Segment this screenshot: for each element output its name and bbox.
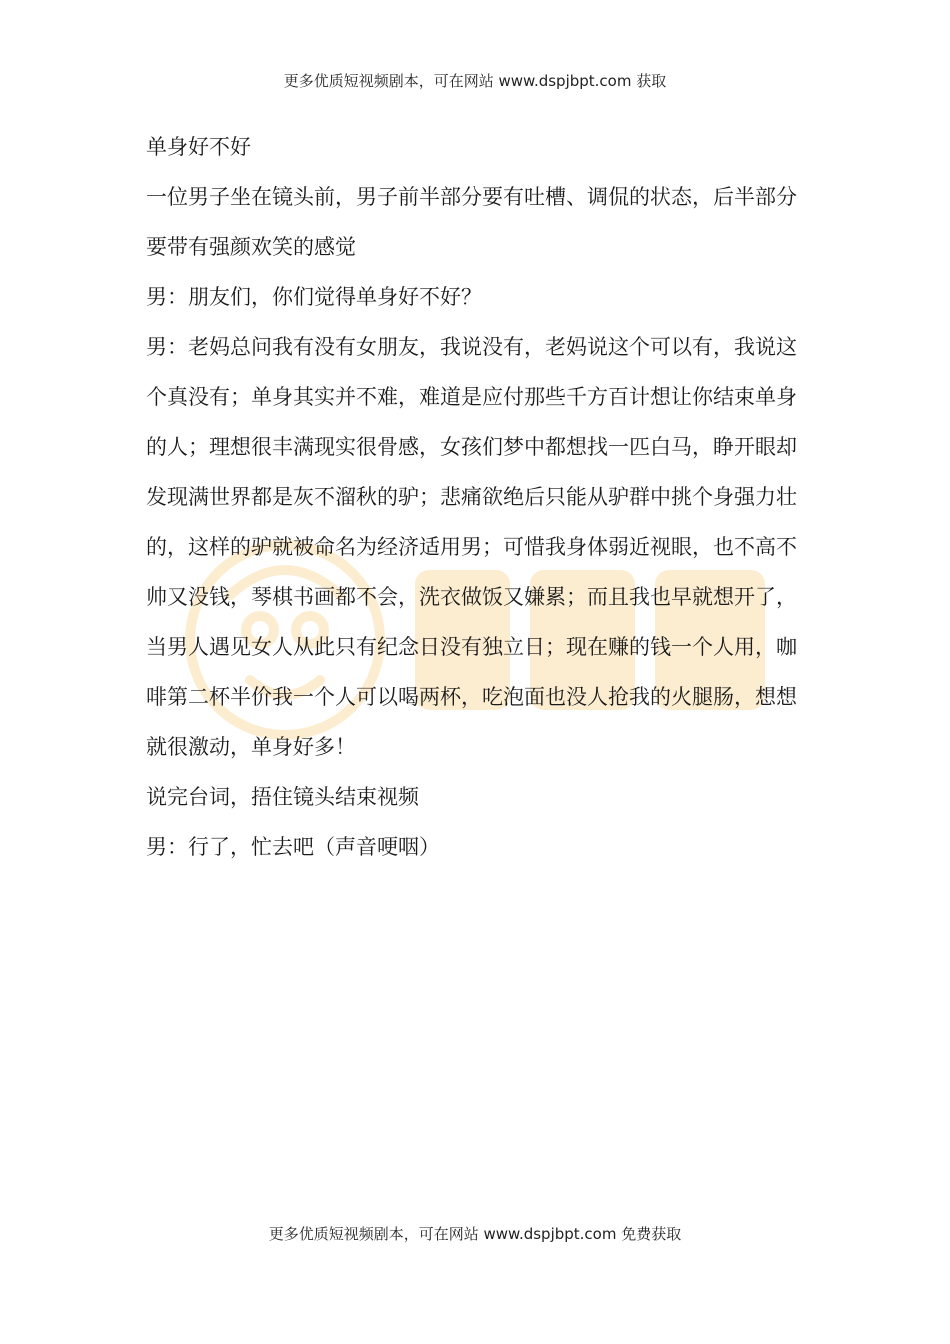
dialogue-line: 男：行了，忙去吧（声音哽咽） xyxy=(146,835,440,859)
scene-direction: 一位男子坐在镜头前，男子前半部分要有吐槽、调侃的状态，后半部分要带有强颜欢笑的感觉 xyxy=(146,185,797,259)
script-title: 单身好不好 xyxy=(146,135,251,159)
page-footer: 更多优质短视频剧本，可在网站 www.dspjbpt.com 免费获取 xyxy=(268,1225,682,1243)
script-body xyxy=(146,122,816,872)
scene-direction: 说完台词，捂住镜头结束视频 xyxy=(146,785,419,809)
page-header: 更多优质短视频剧本，可在网站 www.dspjbpt.com 获取 xyxy=(283,72,667,90)
dialogue-line: 男：朋友们，你们觉得单身好不好？ xyxy=(146,285,482,309)
dialogue-line: 男：老妈总问我有没有女朋友，我说没有，老妈说这个可以有，我说这个真没有；单身其实并不难，难道是应付那些千方百计想让你结束单身的人；理想很丰满现实很骨感，女孩们梦中都想找一匹白马，睁开眼却发现满世界都是灰不溜秋的驴；悲痛欲绝后只能从驴群中挑个身强力壮的，这样的驴就被命名为经济适用男；可惜我身体弱近视眼，也不高不帅又没钱，琴棋书画都不会，洗衣做饭又嫌累；而且我也早就想开了，当男人遇见女人从此只有纪念日没有独立日；现在赚的钱一个人用，咖啡第二杯半价我一个人可以喝两杯，吃泡面也没人抢我的火腿肠，想想就很激动，单身好多！ xyxy=(146,335,797,759)
